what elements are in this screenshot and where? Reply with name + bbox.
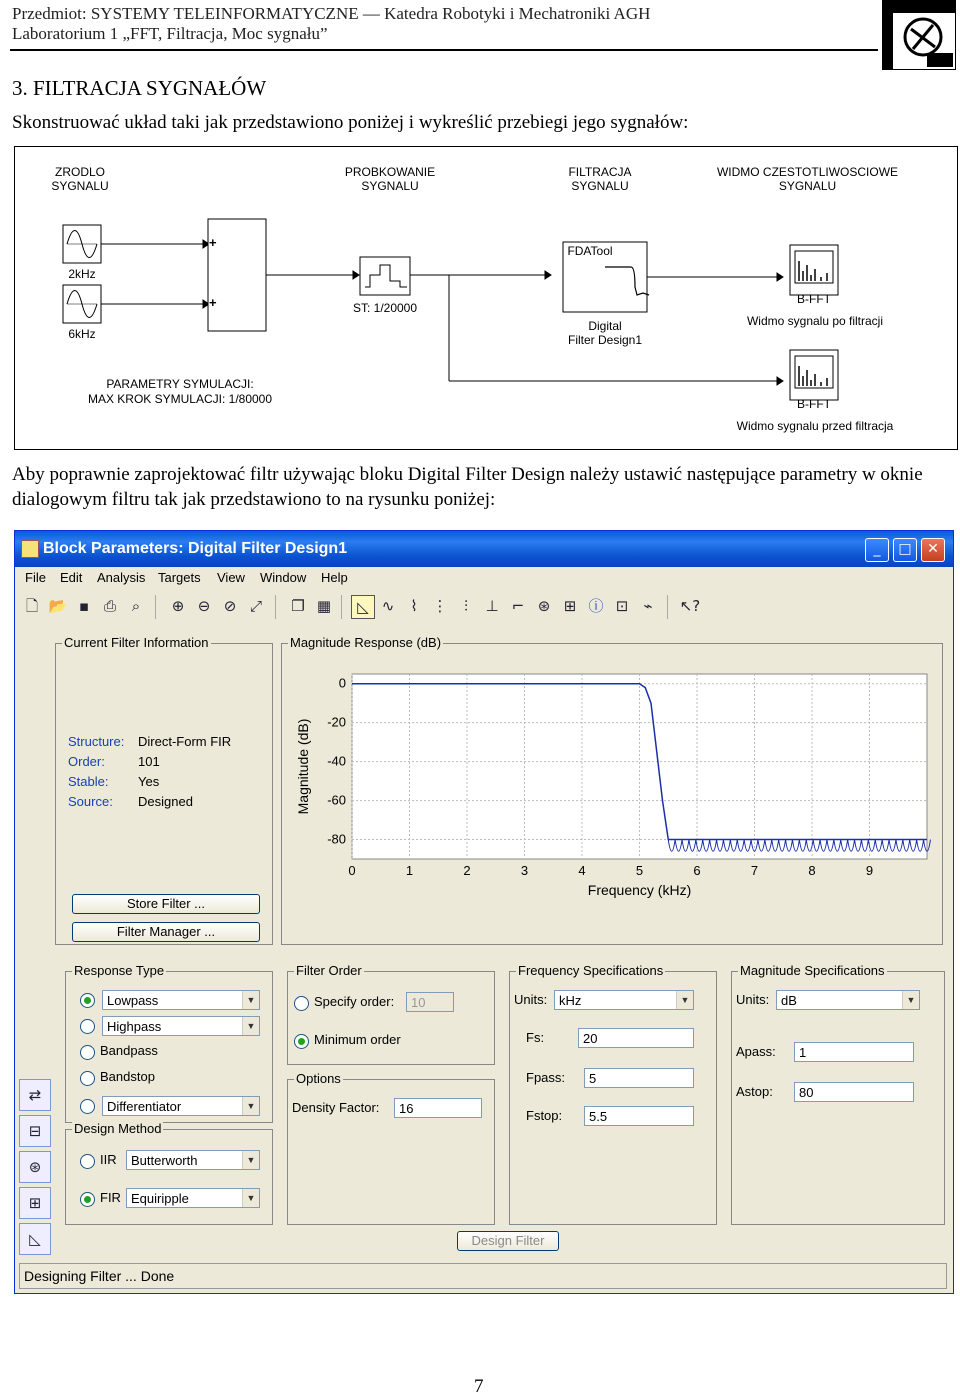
info-key-source: Source: [68,794,113,809]
impulse-response-icon[interactable]: ⊥ [485,597,499,615]
phase-delay-icon[interactable]: ⫶ [464,597,468,615]
fs-label: Fs: [526,1030,545,1045]
label-filtering: FILTRACJA SYGNALU [568,165,632,193]
lowpass-radio[interactable] [80,993,95,1008]
highpass-radio[interactable] [80,1019,95,1034]
design-filter-side-icon[interactable]: ◺ [19,1223,51,1255]
info-icon[interactable]: ⓘ [588,597,604,615]
design-method-group [65,1121,273,1225]
zoom-x-icon[interactable]: ⊘ [223,597,237,615]
close-button[interactable]: ✕ [921,538,945,562]
iir-label: IIR [100,1152,117,1167]
new-window-icon[interactable]: ❐ [291,597,305,615]
chevron-down-icon: ▼ [676,991,693,1009]
block-parameters-window [14,530,954,1294]
window-title: Block Parameters: Digital Filter Design1 [43,540,348,557]
fir-label: FIR [100,1190,121,1205]
menu-file[interactable]: File [25,570,46,585]
app-icon [21,540,39,558]
pole-zero-editor-icon[interactable]: ⊛ [19,1151,51,1183]
label-source: ZRODLO SYGNALU [51,165,109,193]
menu-window[interactable]: Window [260,570,307,585]
info-val-order: 101 [138,754,160,769]
mag-units-select[interactable]: dB ▼ [776,990,920,1010]
y-tick-label: -80 [327,831,346,847]
specify-order-radio[interactable] [294,996,309,1011]
minimize-button[interactable]: _ [865,538,889,562]
header-lab: Laboratorium 1 „FFT, Filtracja, Moc sygnału” [12,24,328,43]
open-icon[interactable]: 📂 [48,597,68,615]
y-tick-label: -40 [327,753,346,769]
mag-units-label: Units: [736,992,770,1007]
chevron-down-icon: ▼ [242,1017,259,1035]
import-filter-icon[interactable]: ⊞ [19,1187,51,1219]
step-response-icon[interactable]: ⌐ [511,597,525,615]
page-number: 7 [474,1376,484,1397]
round-off-icon[interactable]: ⌁ [643,597,653,615]
info-key-stable: Stable: [68,774,109,789]
specify-order-label: Specify order: [314,994,395,1009]
chevron-down-icon: ▼ [242,991,259,1009]
label-spectrum: WIDMO CZESTOTLIWOSCIOWE SYGNALU [716,165,899,193]
section-title: 3. FILTRACJA SYGNAŁÓW [12,76,267,100]
magnitude-chart [282,644,942,944]
menu-help[interactable]: Help [321,570,348,585]
x-tick-label: 0 [348,863,356,878]
department-logo [882,0,956,70]
design-method-legend: Design Method [74,1121,162,1136]
header-course: Przedmiot: SYSTEMY TELEINFORMATYCZNE — Katedra Robotyki i Mechatroniki AGH [12,4,651,23]
new-icon[interactable]: 🗋 [25,597,39,615]
lowpass-select[interactable]: Lowpass ▼ [102,990,260,1010]
save-icon[interactable]: ▪ [78,597,90,615]
zoom-in-icon[interactable]: ⊕ [171,597,185,615]
menu-targets[interactable]: Targets [158,570,201,585]
intro-text: Skonstruować układ taki jak przedstawiono poniżej i wykreślić przebiegi jego sygnałów: [12,112,689,133]
bfft2-label: B-FFT [797,397,831,411]
maximize-button[interactable]: □ [893,538,917,562]
x-tick-label: 5 [635,863,644,878]
chevron-down-icon: ▼ [242,1189,259,1207]
freq-units-label: Units: [514,992,548,1007]
toolbar [15,591,953,623]
info-key-structure: Structure: [68,734,125,749]
bfft1-caption: Widmo sygnalu po filtracji [746,314,884,328]
zoh-label: ST: 1/20000 [352,301,418,315]
chart-title: Magnitude Response (dB) [290,635,442,650]
filter-label-2: Filter Design1 [567,333,643,347]
x-tick-label: 2 [463,863,471,878]
fs-input[interactable]: 20 [578,1028,694,1048]
bandpass-label: Bandpass [100,1043,158,1058]
y-tick-label: -60 [327,792,346,808]
label-sampling: PROBKOWANIE SYGNALU [344,165,436,193]
minimum-order-radio[interactable] [294,1034,309,1049]
menu-edit[interactable]: Edit [60,570,83,585]
differentiator-radio[interactable] [80,1099,95,1114]
print-icon[interactable]: ⎙ [103,597,116,615]
store-filter-button[interactable]: Store Filter ... [72,894,260,914]
fdatool-label: FDATool [567,244,613,258]
y-axis-label: Magnitude (dB) [295,718,311,815]
x-axis-label: Frequency (kHz) [587,882,692,898]
menu-analysis[interactable]: Analysis [97,570,146,585]
sine-6khz-label: 6kHz [68,327,96,341]
noise-icon[interactable]: ⊡ [615,597,629,615]
sum-plus-1: + [209,235,217,250]
filter-label-1: Digital [588,319,622,333]
x-tick-label: 6 [693,863,701,878]
chevron-down-icon: ▼ [242,1151,259,1169]
astop-label: Astop: [736,1084,773,1099]
pole-zero-icon[interactable]: ⊛ [537,597,551,615]
apass-label: Apass: [736,1044,776,1059]
sim-params-1: PARAMETRY SYMULACJI: [106,377,254,391]
title-bar [15,531,953,567]
fir-radio[interactable] [80,1192,95,1207]
iir-radio[interactable] [80,1154,95,1169]
bfft2-caption: Widmo sygnalu przed filtracja [736,419,894,433]
info-val-stable: Yes [138,774,160,789]
info-val-structure: Direct-Form FIR [138,734,232,749]
minimum-order-label: Minimum order [314,1032,401,1047]
specify-order-input[interactable]: 10 [406,992,454,1012]
info-val-source: Designed [138,794,193,809]
bfft1-label: B-FFT [797,292,831,306]
highpass-select[interactable]: Highpass ▼ [102,1016,260,1036]
magnitude-response-icon[interactable]: ◺ [351,595,375,619]
x-tick-label: 7 [750,863,759,878]
bandstop-radio[interactable] [80,1071,95,1086]
differentiator-select[interactable]: Differentiator ▼ [102,1096,260,1116]
options-legend: Options [296,1071,341,1086]
fpass-input[interactable]: 5 [584,1068,694,1088]
group-delay-icon[interactable]: ⋮ [432,597,448,615]
menu-view[interactable]: View [217,570,245,585]
phase-response-icon[interactable]: ∿ [381,597,395,615]
magnitude-response-group [281,635,943,945]
fstop-label: Fstop: [526,1108,563,1123]
whats-this-icon[interactable]: ↖? [679,597,701,615]
fpass-label: Fpass: [526,1070,566,1085]
info-key-order: Order: [68,754,105,769]
freq-units-select[interactable]: kHz ▼ [554,990,694,1010]
options-group [287,1071,495,1225]
current-filter-info-legend: Current Filter Information [64,635,209,650]
y-tick-label: -20 [327,714,346,730]
sine-2khz-label: 2kHz [68,267,96,281]
menu-bar [15,567,953,589]
response-type-group [65,963,273,1123]
iir-method-select[interactable]: Butterworth ▼ [126,1150,260,1170]
filter-order-group [287,963,495,1065]
filter-order-legend: Filter Order [296,963,362,978]
response-type-legend: Response Type [74,963,165,978]
zoom-out-icon[interactable]: ⊖ [197,597,211,615]
full-view-icon[interactable]: ⤢ [249,597,262,615]
specs-icon[interactable]: ▦ [316,597,332,615]
x-tick-label: 1 [405,863,414,878]
frequency-specs-group [509,963,717,1225]
coefficients-icon[interactable]: ⊞ [563,597,577,615]
print-preview-icon[interactable]: ⌕ [131,597,141,615]
status-bar [19,1263,947,1289]
chevron-down-icon: ▼ [242,1097,259,1115]
frequency-specs-legend: Frequency Specifications [518,963,664,978]
x-tick-label: 9 [865,863,874,878]
simulink-diagram [14,146,958,450]
sum-plus-2: + [209,295,217,310]
astop-input[interactable]: 80 [794,1082,914,1102]
status-text: Designing Filter ... Done [24,1268,175,1284]
mag-phase-icon[interactable]: ⌇ [410,597,418,615]
current-filter-info-group [55,635,273,945]
realize-model-icon[interactable]: ⊟ [19,1115,51,1147]
filter-manager-button[interactable]: Filter Manager ... [72,922,260,942]
magnitude-specs-group [731,963,945,1225]
bandpass-radio[interactable] [80,1045,95,1060]
chevron-down-icon: ▼ [902,991,919,1009]
density-factor-label: Density Factor: [292,1100,380,1115]
magnitude-specs-legend: Magnitude Specifications [740,963,885,978]
x-tick-label: 4 [578,863,586,878]
y-tick-label: 0 [338,675,346,691]
transform-filter-icon[interactable]: ⇄ [19,1079,51,1111]
sim-params-2: MAX KROK SYMULACJI: 1/80000 [87,392,273,406]
bandstop-label: Bandstop [100,1069,155,1084]
x-tick-label: 3 [520,863,529,878]
density-factor-input[interactable]: 16 [394,1098,482,1118]
apass-input[interactable]: 1 [794,1042,914,1062]
x-tick-label: 8 [808,863,816,878]
fir-method-select[interactable]: Equiripple ▼ [126,1188,260,1208]
design-filter-button[interactable]: Design Filter [457,1231,559,1251]
header-rule [10,49,878,51]
instruction-paragraph: Aby poprawnie zaprojektować filtr używając bloku Digital Filter Design należy ustawić następujące parametry w oknie dialogowym filtru tak jak przedstawiono to na rysunku poniżej: [12,464,923,510]
fstop-input[interactable]: 5.5 [584,1106,694,1126]
